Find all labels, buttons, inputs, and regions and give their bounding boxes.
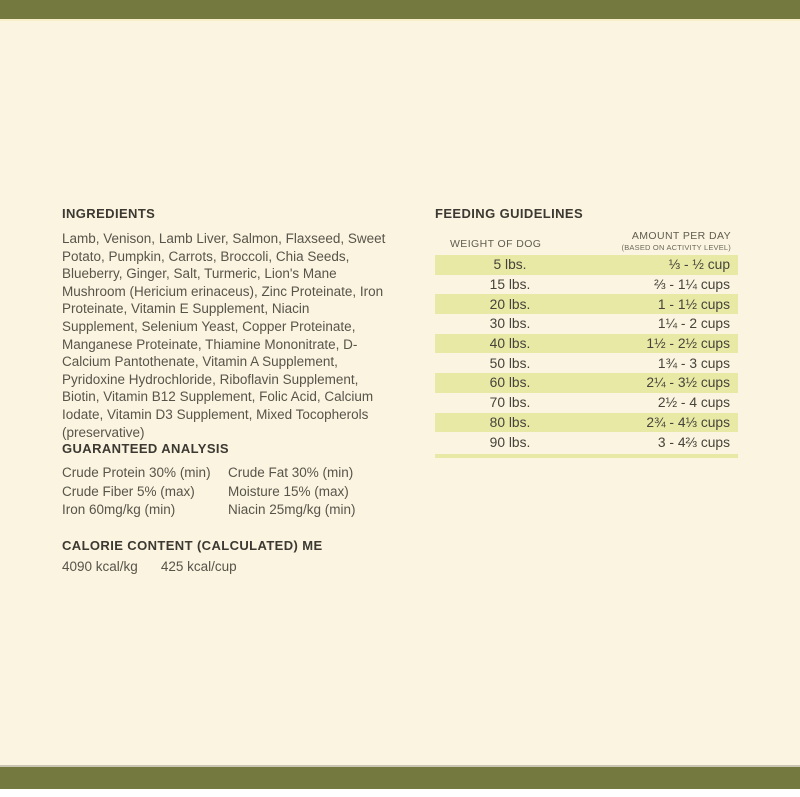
ingredients-text: Lamb, Venison, Lamb Liver, Salmon, Flaxseed, Sweet Potato, Pumpkin, Carrots, Broccoli, Chia Seeds, Blueberry, Ginger, Salt, Turmeric, Lion's Mane Mushroom (Hericium erinaceus), Zinc Proteinate, Iron Proteinate, Vitamin E Supplement, Niacin Supplement, Selenium Yeast, Copper Proteinate, Manganese Proteinate, Thiamine Mononitrate, D-Calcium Pantothenate, Vitamin A Supplement, Pyridoxine Hydrochloride, Riboflavin Supplement, Biotin, Vitamin B12 Supplement, Folic Acid, Calcium Iodate, Vitamin D3 Supplement, Mixed Tocopherols (preservative) xyxy=(62,231,386,440)
table-row xyxy=(62,483,422,502)
weight-value: 90 lbs. xyxy=(489,434,531,450)
guaranteed-analysis-section xyxy=(62,441,422,520)
amount-value: 1¾ - 3 cups xyxy=(657,355,730,371)
table-row xyxy=(435,314,738,334)
amount-value: ⅔ - 1¼ cups xyxy=(654,277,730,293)
analysis-value: Crude Fat 30% (min) xyxy=(228,465,354,480)
table-row xyxy=(435,294,738,314)
amount-value: 2¾ - 4⅓ cups xyxy=(646,414,730,430)
analysis-value: Crude Protein 30% (min) xyxy=(62,465,211,480)
amount-column-header-block xyxy=(622,230,738,252)
analysis-value: Crude Fiber 5% (max) xyxy=(62,483,195,499)
table-row xyxy=(435,413,738,433)
analysis-value: Iron 60mg/kg (min) xyxy=(62,502,176,517)
table-row xyxy=(435,393,738,413)
calorie-content-title: CALORIE CONTENT (CALCULATED) ME xyxy=(62,538,323,553)
table-row xyxy=(435,275,738,295)
weight-value: 70 lbs. xyxy=(489,395,531,411)
bottom-olive-band xyxy=(0,765,800,789)
table-row xyxy=(62,464,422,483)
calorie-content-section xyxy=(62,538,422,574)
table-row xyxy=(435,334,738,354)
weight-value: 50 lbs. xyxy=(489,355,531,371)
ingredients-title: INGREDIENTS xyxy=(62,206,156,221)
amount-column-subheader: (BASED ON ACTIVITY LEVEL) xyxy=(621,243,731,252)
weight-value: 20 lbs. xyxy=(489,296,531,312)
amount-value: 1¼ - 2 cups xyxy=(657,316,730,332)
table-row xyxy=(435,353,738,373)
weight-value: 5 lbs. xyxy=(493,257,527,273)
guaranteed-analysis-title: GUARANTEED ANALYSIS xyxy=(62,441,229,456)
amount-column-header: AMOUNT PER DAY xyxy=(631,230,731,242)
table-row xyxy=(435,255,738,275)
weight-value: 40 lbs. xyxy=(489,336,531,352)
table-end-strip xyxy=(435,454,738,458)
analysis-value: Moisture 15% (max) xyxy=(228,483,349,499)
table-row xyxy=(62,501,422,520)
analysis-value: Niacin 25mg/kg (min) xyxy=(228,502,356,517)
amount-value: 3 - 4⅔ cups xyxy=(657,434,730,450)
ingredients-section xyxy=(62,206,386,441)
guaranteed-analysis-table xyxy=(62,464,422,520)
feeding-guidelines-section xyxy=(435,206,738,458)
feeding-table-header xyxy=(435,230,738,252)
amount-value: ⅓ - ½ cup xyxy=(668,257,730,273)
calorie-values xyxy=(62,559,422,574)
amount-value: 1 - 1½ cups xyxy=(657,296,730,312)
amount-value: 2½ - 4 cups xyxy=(657,395,730,411)
table-row xyxy=(435,432,738,452)
weight-value: 15 lbs. xyxy=(489,277,531,293)
table-row xyxy=(435,373,738,393)
amount-value: 1½ - 2½ cups xyxy=(646,336,730,352)
amount-value: 2¼ - 3½ cups xyxy=(646,375,730,391)
weight-value: 30 lbs. xyxy=(489,316,531,332)
top-olive-band xyxy=(0,0,800,21)
weight-column-header: WEIGHT OF DOG xyxy=(450,238,542,250)
weight-value: 60 lbs. xyxy=(489,375,531,391)
calories-per-kg: 4090 kcal/kg xyxy=(62,559,138,574)
feeding-guidelines-title: FEEDING GUIDELINES xyxy=(435,206,584,221)
weight-value: 80 lbs. xyxy=(489,414,531,430)
calories-per-cup: 425 kcal/cup xyxy=(160,559,237,574)
feeding-table xyxy=(435,255,738,458)
